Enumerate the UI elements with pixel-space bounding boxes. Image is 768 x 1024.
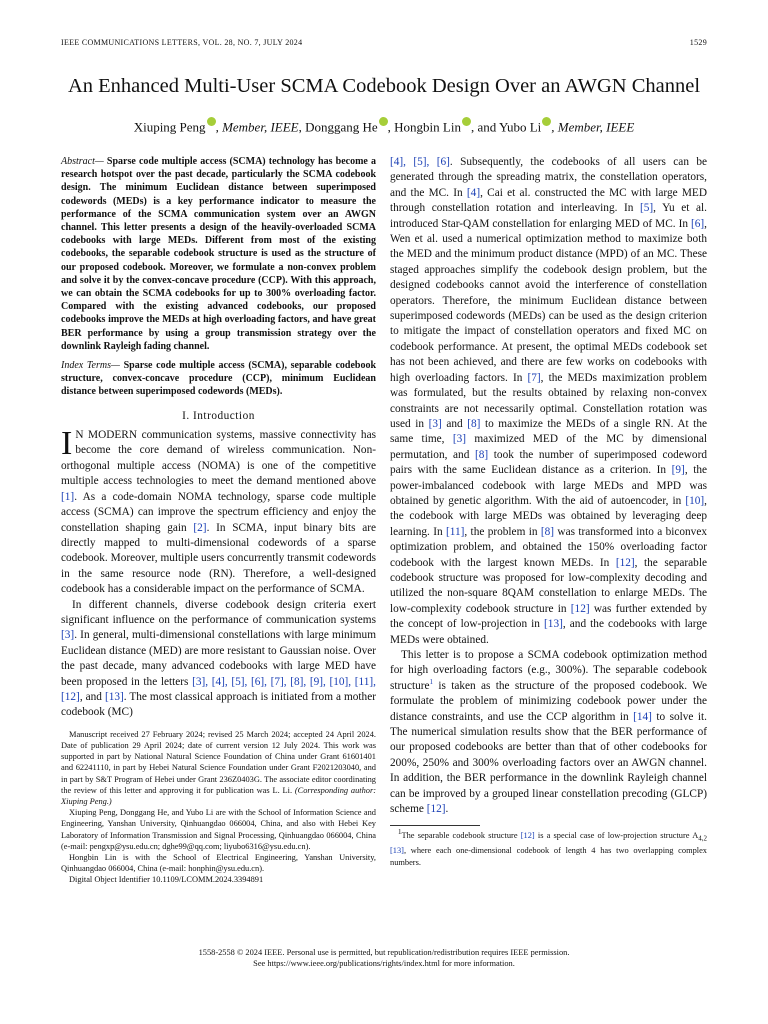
rights-link[interactable]: See https://www.ieee.org/publications/rights/index.html for more information. [253,959,515,968]
footnote-number: 1 [398,828,402,837]
author-name: , Donggang He [298,119,378,135]
citation-link[interactable]: [2] [193,521,207,534]
index-terms [61,359,376,399]
author-role: , Member, IEEE [215,119,299,135]
author-line [0,117,768,135]
citation-link[interactable]: [13] [104,690,124,703]
corresponding-author: (Corresponding author: Xiuping Peng.) [61,785,377,806]
running-header [61,38,707,47]
citation-link[interactable]: [1] [61,490,75,503]
citation-link[interactable]: [9] [671,464,685,477]
affiliation-note: Xiuping Peng, Donggang He, and Yubo Li are with the School of Information Science and Engineering, Yanshan University, Qinhuangdao 066004, China, and also with Hebei Key Laboratory of Information Transmission and Signal Processing, Qinhuangdao 066004, China (e-mail: pengxp@ysu.edu.cn; dghe99@qq.com; liyubo6316@ysu.edu.cn). [61,808,376,851]
copyright-footer [0,947,768,969]
body-paragraph: This letter is to propose a SCMA codebook optimization method for high overloading factors (e.g., 300%). The separable codebook structure$^1$ is taken as the structure of the proposed codebook. We formulate the problem of minimizing codebook power under the distance constraints, and use the CCP algorithm in [14] to solve it. The numerical simulation results show that the BER performance of our proposed codebooks are better than that of other codebooks for 200%, 250% and 300% overloading factors over an AWGN channel. In addition, the BER performance in the downlink Rayleigh channel can be improved by a grouped linear constellation precoding (GLCP) scheme [12]. [390,649,707,816]
citation-link[interactable]: [3] [452,433,466,446]
right-column [390,155,707,868]
author-name: , and Yubo Li [470,119,542,135]
citation-link[interactable]: [13] [544,618,563,631]
author-name: Xiuping Peng [133,119,206,135]
citation-link[interactable]: [8] [540,525,555,538]
citation-link[interactable]: [12] [426,803,446,816]
index-terms-label: Index Terms— [61,360,120,372]
drop-cap: I [61,425,73,463]
citation-link[interactable]: [4] [466,186,481,199]
citation-link[interactable]: [13] [390,846,404,856]
citation-link[interactable]: [12] [520,831,535,841]
footnote-divider [390,825,480,826]
citation-link[interactable]: [3] [61,629,75,642]
page-number: 1529 [689,38,707,47]
paper-title: An Enhanced Multi-User SCMA Codebook Design Over an AWGN Channel [67,75,701,97]
citation-link[interactable]: [14] [633,710,652,723]
citation-link[interactable]: [4], [5], [6] [390,156,450,168]
index-terms-text: Sparse code multiple access (SCMA), separable codebook structure, convex-concave procedure (CCP), minimum Euclidean distance between superimposed codewords (MEDs). [61,360,377,398]
citation-link[interactable]: [7] [527,371,541,384]
footnote-marker[interactable]: 1 [429,678,434,687]
citation-link[interactable]: [8] [474,448,489,461]
manuscript-note: Manuscript received 27 February 2024; revised 25 March 2024; accepted 24 April 2024. Date of publication 29 April 2024; date of current version 12 July 2024. This work was supported in part by National Natural Science Foundation of China under Grant 61601401 and 62241110, in part by Hebei Natural Science Foundation under Grant F2021203040, and in part by S&T Program of Hebei under Grant 236Z0403G. The associate editor coordinating the review of this letter and approving it for publication was L. Li. [61,729,376,795]
affiliation-note: Hongbin Lin is with the School of Electrical Engineering, Yanshan University, Qinhuangdao 066004, China (e-mail: honphin@ysu.edu.cn). [61,853,376,874]
subscript: 4,2 [698,835,708,844]
section-heading: I. Introduction [182,409,255,422]
citation-link[interactable]: [12] [570,602,590,615]
author-role: , Member, IEEE [551,119,635,135]
body-paragraph: [4], [5], [6]. Subsequently, the codebooks of all users can be generated through the spreading matrix, the constellation operators, and the MC. In [4], Cai et al. constructed the MC with large MED through constellation rotation and interleaving. In [5], Yu et al. introduced Star-QAM constellation for enlarging MED of MC. In [6], Wen et al. used a numerical optimization method to maximize both the MED and the minimum product distance (MPD) of an MC. These staged approaches simplify the codebook design problem, but the designed codebooks cannot avoid the interference of constellation operators. Therefore, the minimum Euclidean distance between superimposed codewords (MEDs) can be used as the design criterion to mitigate the impact of constellation operators and fixed MC on codebook performance. At present, the optimal MEDs codebook set has not been achieved, and there are few works on codebooks with high overloading factors. In [7], the MEDs maximization problem was formulated, but the results obtained by relaxing non-convex constraints are not necessarily optimal. Constellation rotation was used in [3] and [8] to maximize the MEDs of a single RN. At the same time, [3] maximized MED of the MC by dimensional permutation, and [8] took the number of superimposed codeword pairs with the same Euclidean distance as a criterion. In [9], the power-imbalanced codebook with large MEDs and MPD was obtained by genetic algorithm. With the aid of autoencoder, in [10], the codebook with large MEDs was obtained by leveraging deep learning. In [11], the problem in [8] was transformed into a biconvex optimization problem, and obtained the 150% overloading factor codebook with the largest known MEDs. In [12], the separable codebook structure was proposed for low-complexity decoding and utilized the non-square 8QAM constellation to enlarge MEDs. The low-complexity codebook structure in [12] was further extended by the concept of low-projection in [13], and the codebooks with large MEDs were obtained. [390,156,708,646]
orcid-icon[interactable] [207,117,216,126]
orcid-icon[interactable] [542,117,551,126]
citation-link[interactable]: [3] [428,417,442,430]
journal-name: IEEE COMMUNICATIONS LETTERS, VOL. 28, NO. 7, JULY 2024 [61,38,303,47]
abstract-label: Abstract— [61,156,104,167]
intro-paragraph: I N MODERN communication systems, massive connectivity has become the core demand of wireless communication. Non-orthogonal multiple access (NOMA) is one of the competitive multiple access technologies to meet the demand mentioned above [1]. As a code-domain NOMA technology, sparse code multiple access (SCMA) can improve the spectrum efficiency and enjoy the constellation shaping gain [2]. In SCMA, input binary bits are directly mapped to multi-dimensional codewords of a sparse codebook. Moreover, multiple users concurrently transmit codewords in the same resource node (RN). Therefore, a well-designed codebook has a considerable impact on the performance of SCMA. [61,425,376,596]
citation-link[interactable]: [10] [685,494,705,507]
citation-link[interactable]: [11] [445,525,465,538]
citation-link[interactable]: [12] [615,556,635,569]
left-column [61,155,376,886]
doi-note: Digital Object Identifier 10.1109/LCOMM.2024.3394891 [69,875,264,885]
citation-link[interactable]: [8] [467,417,481,430]
orcid-icon[interactable] [462,117,471,126]
column-footnote: $^1$The separable codebook structure [12] is a special case of low-projection structure $A_{4,2}$ [13], where each one-dimensional codebook of length 4 has two overlapping complex numbers. [390,828,708,867]
citation-link[interactable]: [3], [4], [5], [6], [7], [8], [9], [10], [11], [12] [61,675,376,703]
copyright-line: 1558-2558 © 2024 IEEE. Personal use is permitted, but republication/redistribution requires IEEE permission. [198,948,570,957]
author-name: , Hongbin Lin [387,119,461,135]
citation-link[interactable]: [5] [639,202,654,215]
abstract [61,155,376,353]
citation-link[interactable]: [6] [690,217,705,230]
abstract-text: Sparse code multiple access (SCMA) technology has become a research hotspot over the past decade, particularly the SCMA codebook design. The minimum Euclidean distance between superimposed codewords (MEDs) is a key performance indicator to measure the performance of the SCMA communication system over an AWGN channel. This letter presents a design of the heavily-overloaded SCMA codebooks with large MEDs. Different from most of the existing codebooks, the separable codebook structure is used as the structure of our proposed codebook. Moreover, we formulate a non-convex problem and solve it by the convex-concave procedure (CCP). With this approach, we can obtain the SCMA codebooks for up to 300% overloading factor. Compared with the existing advanced codebooks, our proposed codebooks improve the MEDs at high overloading factors, and have great BER performance by using a group transmission strategy over the downlink Rayleigh fading channel. [61,156,376,352]
intro-paragraph: In different channels, diverse codebook design criteria exert significant influence on the performance of communication systems [3]. In general, multi-dimensional constellations with large minimum Euclidean distance (MED) are more resistant to Gaussian noise. Over the past decade, many advanced codebooks with large MED have been proposed in the letters [3], [4], [5], [6], [7], [8], [9], [10], [11], [12], and [13]. The most classical approach is initiated from a mother codebook (MC) [61,598,376,719]
orcid-icon[interactable] [379,117,388,126]
first-page-footnotes [61,729,376,886]
